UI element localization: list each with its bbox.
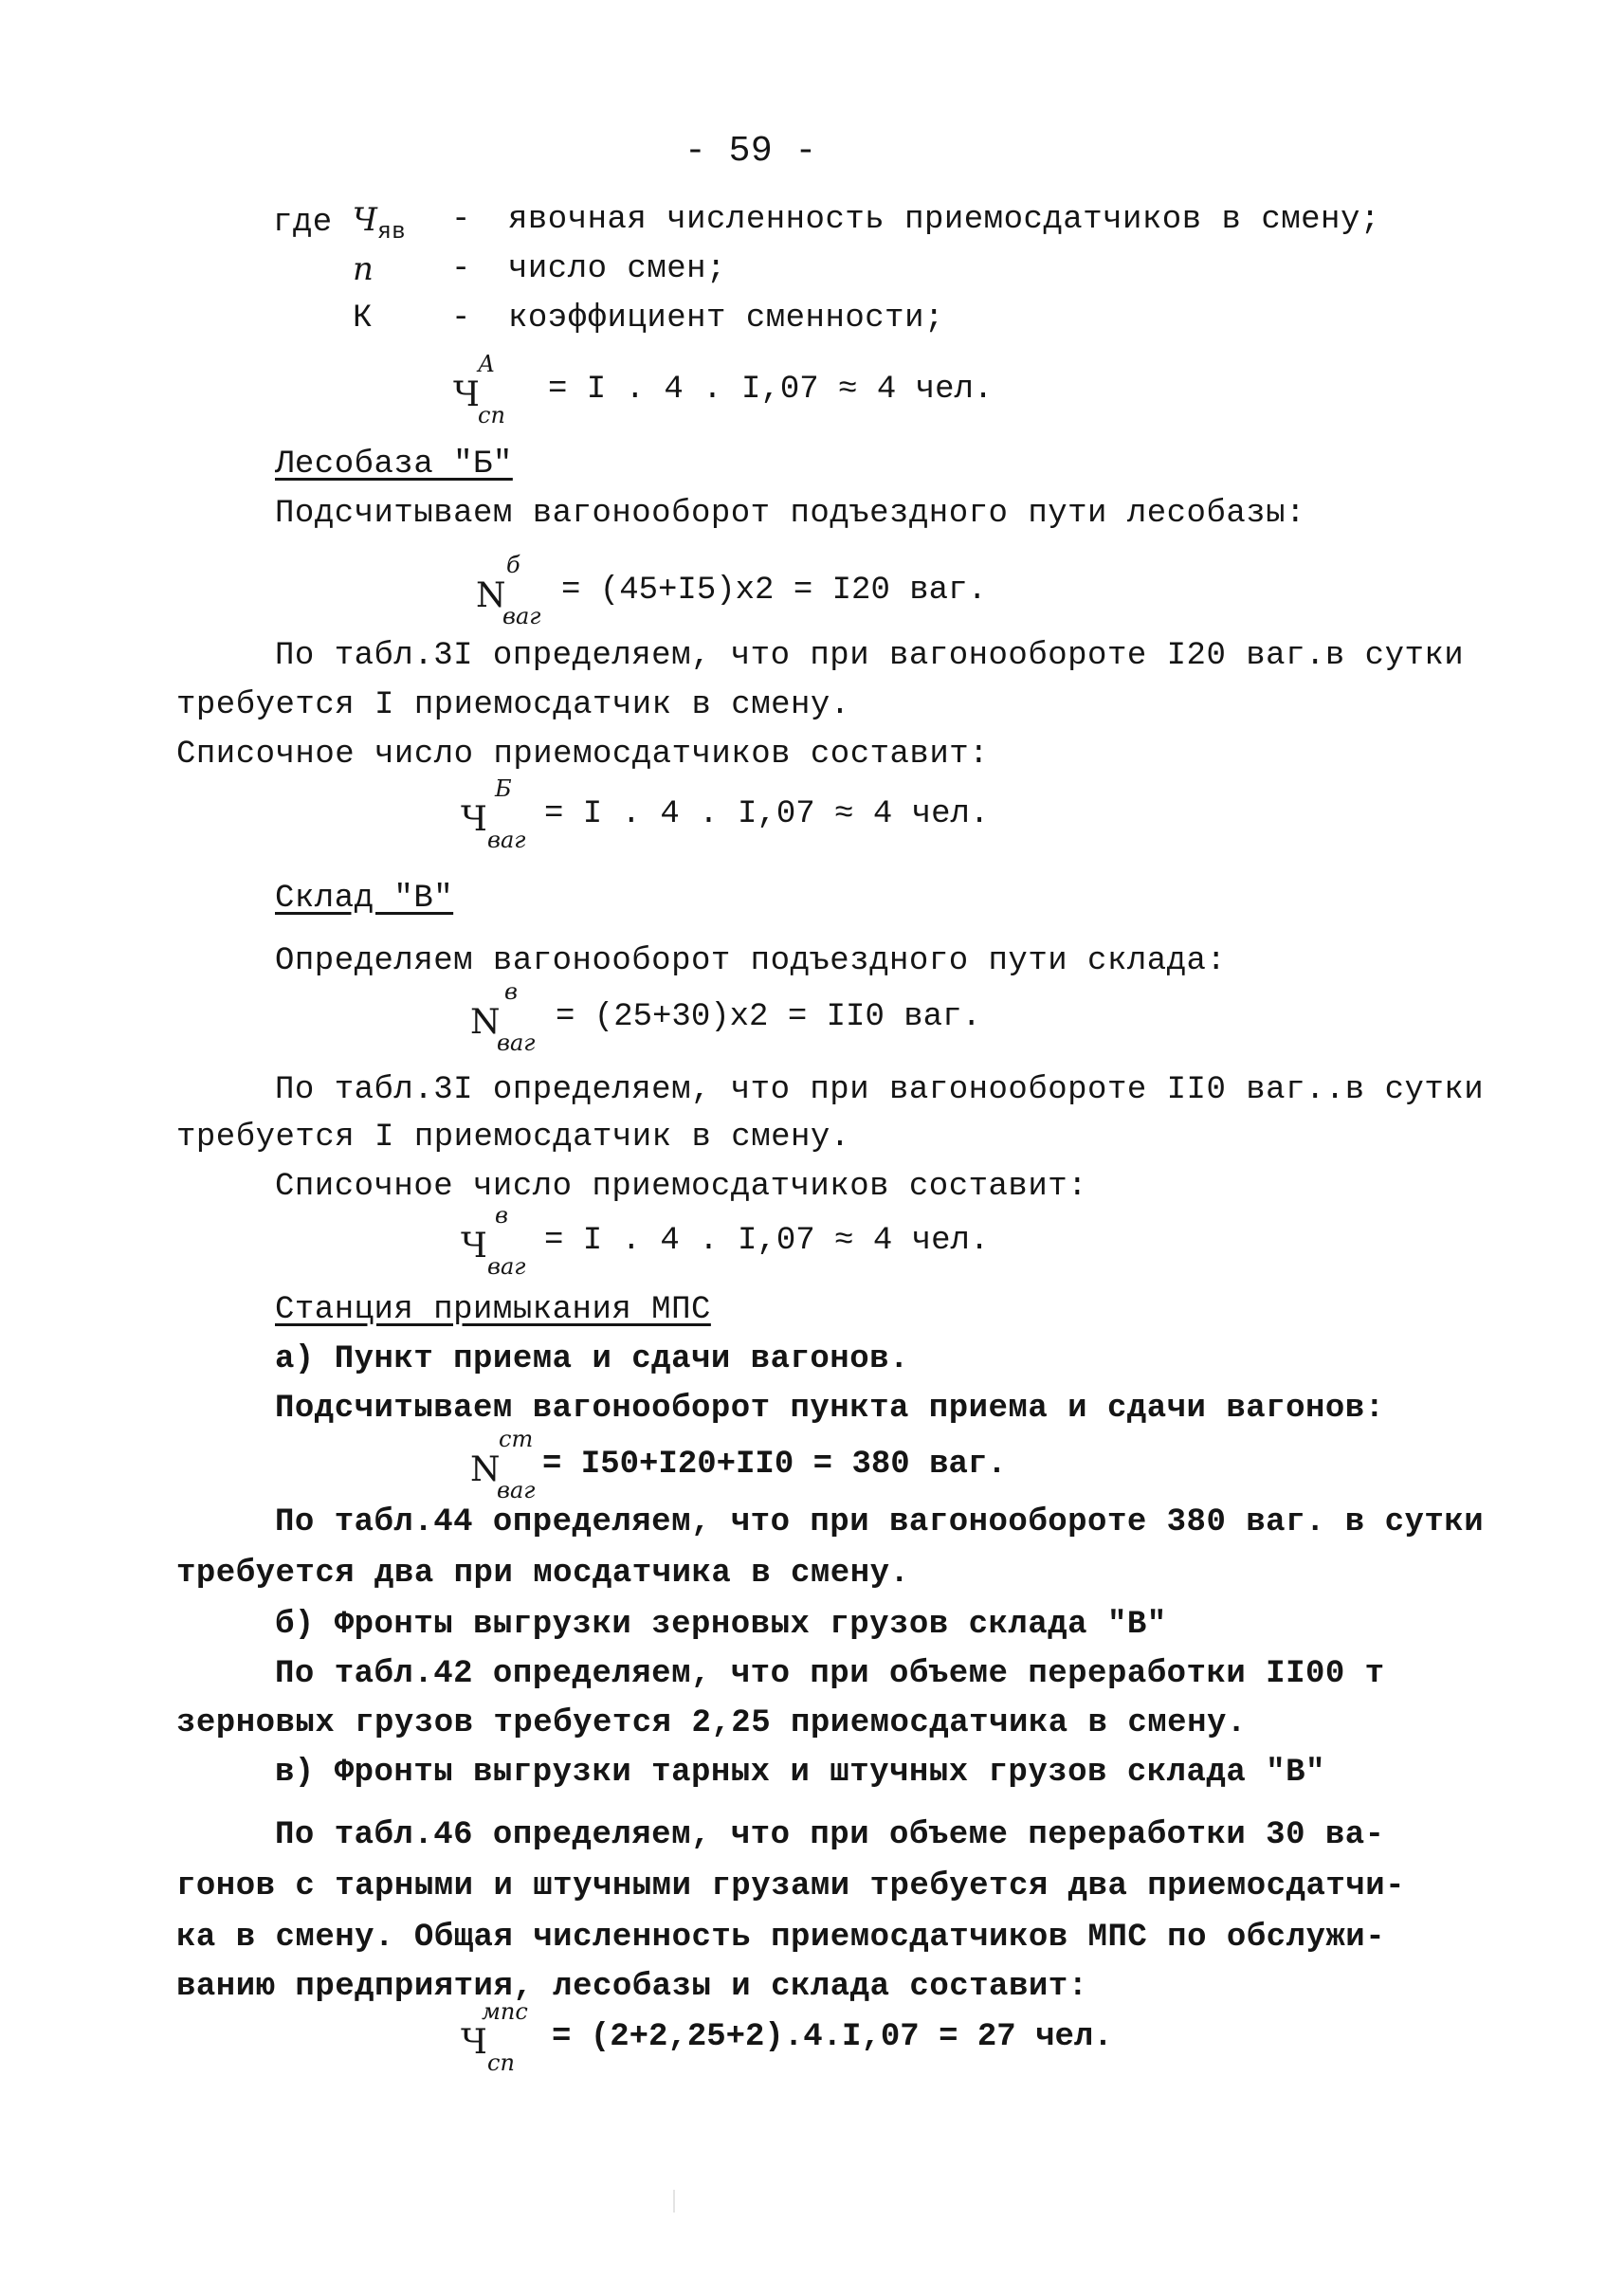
scan-mark	[673, 2190, 675, 2213]
paragraph-line: гонов с тарными и штучными грузами требуется два приемосдатчи-	[176, 1868, 1406, 1904]
paragraph-line: требуется I приемосдатчик в смену.	[176, 687, 850, 723]
paragraph-line: По табл.42 определяем, что при объеме переработки II00 т	[275, 1656, 1385, 1692]
legend-line-1	[273, 201, 406, 252]
paragraph-line: Определяем вагонооборот подъездного пути склада:	[275, 943, 1227, 979]
legend-prefix: где	[273, 205, 353, 241]
section-heading-lesobaza: Лесобаза "Б"	[275, 446, 513, 483]
paragraph-line: По табл.3I определяем, что при вагонообороте II0 ваг..в сутки	[275, 1072, 1485, 1108]
paragraph-line: Подсчитываем вагонооборот подъездного пути лесобазы:	[275, 496, 1305, 532]
paragraph-line: По табл.46 определяем, что при объеме переработки 30 ва-	[275, 1817, 1385, 1853]
formula-sup: в	[504, 978, 518, 1005]
legend-symbol-3: К	[353, 301, 373, 337]
paragraph-line: ка в смену. Общая численность приемосдатчиков МПС по обслужи-	[176, 1920, 1386, 1956]
page-number: - 59 -	[684, 131, 817, 172]
formula-sup: Б	[495, 775, 512, 802]
legend-text-2: число смен;	[508, 251, 726, 287]
paragraph-line: По табл.3I определяем, что при вагонообороте I20 ваг.в сутки	[275, 638, 1465, 674]
formula-base: N	[470, 1450, 501, 1489]
formula-expr: = I . 4 . I,07 ≈ 4 чел.	[548, 372, 994, 408]
section-heading-station: Станция примыкания МПС	[275, 1292, 711, 1328]
formula-sub: сп	[487, 2049, 515, 2076]
legend-text-3: коэффициент сменности;	[508, 301, 944, 337]
formula-base: Ч	[453, 375, 480, 414]
station-item-a: а) Пункт приема и сдачи вагонов.	[275, 1341, 909, 1377]
legend-dash-3: -	[451, 301, 471, 337]
formula-base: Ч	[461, 800, 487, 839]
formula-sub: ваг	[487, 827, 526, 853]
legend-text-1: явочная численность приемосдатчиков в смену;	[508, 202, 1380, 238]
paragraph-line: Списочное число приемосдатчиков составит:	[275, 1169, 1088, 1205]
formula-sup: в	[495, 1202, 508, 1229]
formula-expr: = (2+2,25+2).4.I,07 = 27 чел.	[552, 2019, 1113, 2055]
paragraph-line: требуется два при мосдатчика в смену.	[176, 1556, 910, 1592]
formula-sup: А	[478, 351, 496, 377]
formula-sup: б	[506, 552, 520, 578]
formula-expr: = I . 4 . I,07 ≈ 4 чел.	[544, 796, 990, 832]
legend-symbol-sub: яв	[377, 219, 407, 246]
station-item-b: б) Фронты выгрузки зерновых грузов склада "В"	[275, 1607, 1167, 1643]
paragraph-line: требуется I приемосдатчик в смену.	[176, 1120, 850, 1156]
formula-base: Ч	[461, 2023, 487, 2062]
formula-sup: мпс	[482, 1998, 528, 2025]
formula-sub: ваг	[487, 1253, 526, 1280]
formula-sub: ваг	[497, 1029, 536, 1056]
legend-dash-2: -	[451, 251, 471, 287]
formula-base: Ч	[461, 1227, 487, 1266]
formula-expr: = (25+30)x2 = II0 ваг.	[556, 999, 981, 1035]
formula-sub: ваг	[502, 603, 541, 629]
formula-expr: = (45+I5)x2 = I20 ваг.	[561, 573, 987, 609]
formula-sub: сп	[478, 402, 505, 428]
formula-base: N	[476, 576, 506, 615]
legend-symbol: Ч	[352, 201, 378, 239]
formula-expr: = I . 4 . I,07 ≈ 4 чел.	[544, 1223, 990, 1259]
formula-sup: cm	[499, 1426, 534, 1452]
legend-dash-1: -	[451, 202, 471, 238]
legend-symbol-2: n	[353, 250, 374, 288]
paragraph-line: зерновых грузов требуется 2,25 приемосдатчика в смену.	[176, 1705, 1247, 1741]
station-item-c: в) Фронты выгрузки тарных и штучных грузов склада "В"	[275, 1755, 1325, 1791]
paragraph-line: По табл.44 определяем, что при вагонообороте 380 ваг. в сутки	[275, 1504, 1485, 1540]
section-heading-sklad: Склад "В"	[275, 881, 454, 917]
formula-base: N	[470, 1003, 501, 1042]
formula-sub: ваг	[497, 1477, 536, 1503]
paragraph-line: Подсчитываем вагонооборот пункта приема и сдачи вагонов:	[275, 1391, 1385, 1427]
formula-expr: = I50+I20+II0 = 380 ваг.	[542, 1447, 1007, 1483]
paragraph-line: Списочное число приемосдатчиков составит:	[176, 737, 990, 773]
paragraph-line: ванию предприятия, лесобазы и склада составит:	[176, 1969, 1088, 2005]
